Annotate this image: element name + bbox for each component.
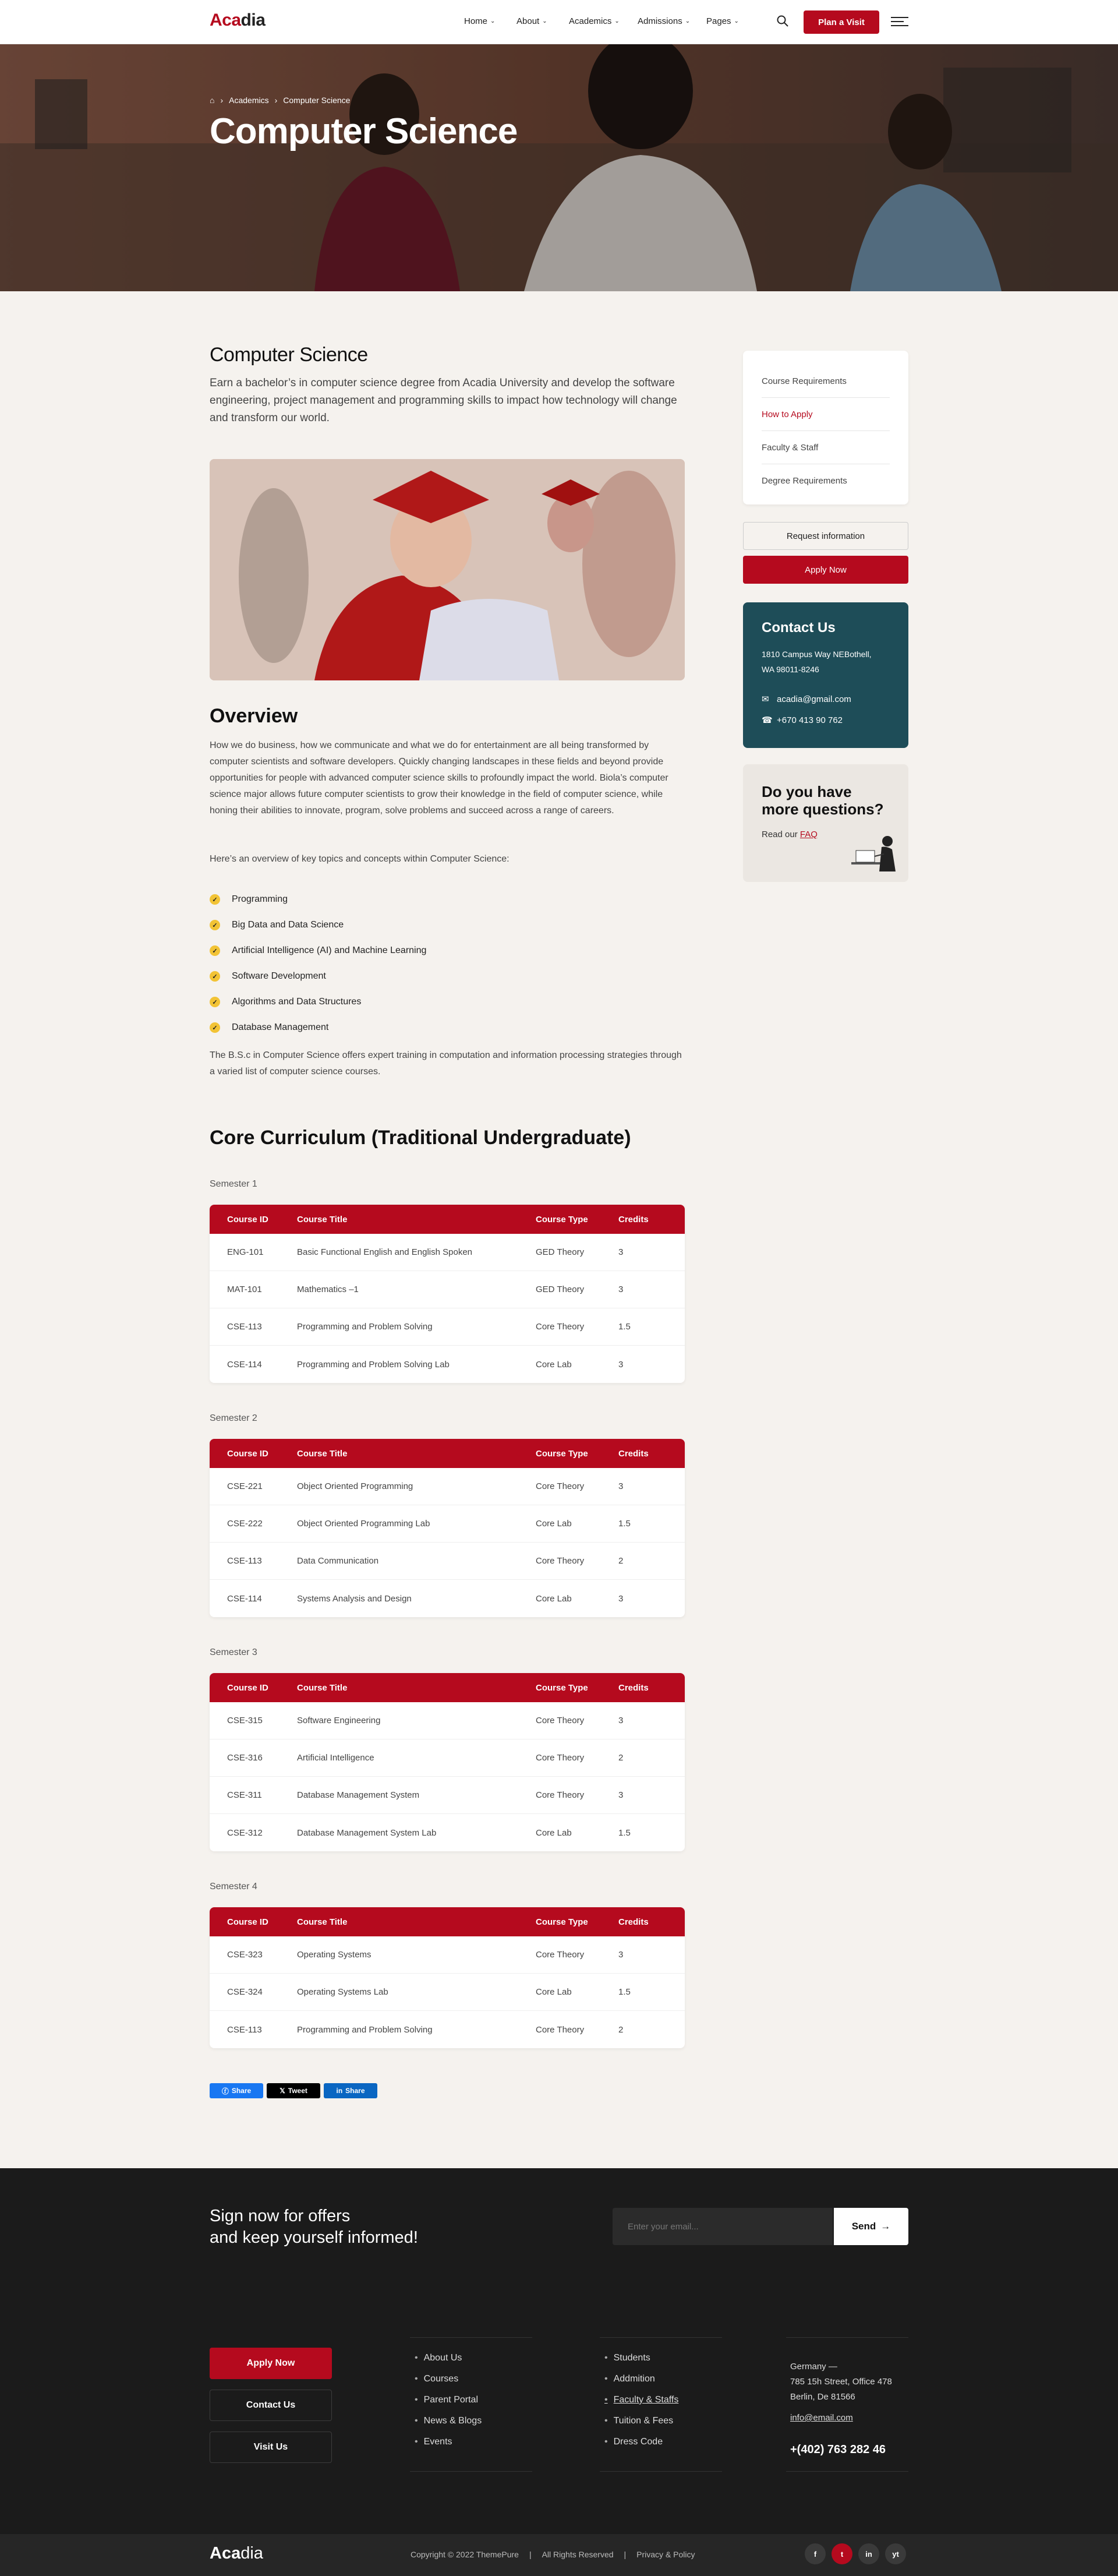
footer-link-faculty[interactable]: • Faculty & Staffs (604, 2390, 678, 2411)
footer-address: Germany — 785 15h Street, Office 478 Berlin, De 81566 (790, 2362, 892, 2402)
list-item: ✓ Software Development (210, 964, 426, 989)
semester-label: Semester 1 (210, 1179, 257, 1189)
twitter-icon[interactable]: t (832, 2543, 852, 2564)
list-item: ✓ Artificial Intelligence (AI) and Machine Learning (210, 938, 426, 964)
home-icon[interactable]: ⌂ (210, 96, 215, 105)
check-icon: ✓ (210, 997, 220, 1007)
footer-links-2 (604, 2348, 678, 2453)
faq-card (743, 764, 908, 882)
footer-link-tuition[interactable]: • Tuition & Fees (604, 2411, 678, 2432)
footer-link-parent-portal[interactable]: • Parent Portal (415, 2390, 482, 2411)
twitter-tweet-button[interactable]: 𝕏 Tweet (267, 2083, 320, 2098)
intro-title: Computer Science (210, 344, 368, 366)
newsletter-title: Sign now for offers and keep yourself informed! (210, 2207, 418, 2247)
check-icon: ✓ (210, 945, 220, 956)
faq-text: Read our FAQ (762, 830, 818, 839)
page-title: Computer Science (210, 111, 518, 151)
list-item: ✓ Programming (210, 887, 426, 912)
table-row: CSE-316 Artificial Intelligence Core Theory 2 (210, 1739, 685, 1777)
check-icon: ✓ (210, 1022, 220, 1033)
overview-title: Overview (210, 705, 298, 727)
intro-section (210, 344, 685, 427)
table-row: CSE-311 Database Management System Core Theory 3 (210, 1777, 685, 1814)
curriculum-title: Core Curriculum (Traditional Undergraduate) (210, 1127, 631, 1149)
phone-icon: ☎ (762, 715, 773, 725)
youtube-icon[interactable]: yt (885, 2543, 906, 2564)
overview-closing: The B.S.c in Computer Science offers expert training in computation and information processing strategies through a varied list of computer science courses. (210, 1050, 682, 1077)
semester-table (210, 1205, 685, 1383)
chevron-down-icon: ⌄ (685, 18, 691, 24)
footer-link-about[interactable]: • About Us (415, 2348, 482, 2369)
copyright: Copyright © 2022 ThemePure | All Rights Reserved | Privacy & Policy (411, 2550, 695, 2559)
chevron-down-icon: ⌄ (734, 18, 739, 24)
facebook-share-button[interactable]: ⓕ Share (210, 2083, 263, 2098)
linkedin-icon: in (336, 2087, 343, 2095)
table-header: Course ID Course Title Course Type Credits (210, 1205, 685, 1234)
faq-link[interactable]: FAQ (799, 830, 818, 839)
newsletter-email-input[interactable] (613, 2208, 833, 2245)
table-row: CSE-113 Programming and Problem Solving Core Theory 1.5 (210, 1308, 685, 1346)
table-header: Course ID Course Title Course Type Credits (210, 1673, 685, 1702)
table-row: CSE-315 Software Engineering Core Theory 3 (210, 1702, 685, 1739)
contact-phone[interactable]: ☎ +670 413 90 762 (762, 715, 843, 725)
menu-icon[interactable] (891, 17, 908, 27)
table-header: Course ID Course Title Course Type Credits (210, 1439, 685, 1468)
sidebar-item-degree-requirements[interactable]: Degree Requirements (762, 476, 847, 486)
topics-list (210, 887, 426, 1040)
request-information-button[interactable]: Request information (743, 522, 908, 550)
table-row: CSE-221 Object Oriented Programming Core Theory 3 (210, 1468, 685, 1505)
footer-contact-button[interactable]: Contact Us (210, 2390, 332, 2421)
logo[interactable]: Acadia (210, 10, 266, 30)
table-header: Course ID Course Title Course Type Credits (210, 1907, 685, 1936)
apply-now-button[interactable]: Apply Now (743, 556, 908, 584)
contact-email[interactable]: ✉ acadia@gmail.com (762, 694, 851, 704)
chevron-down-icon: ⌄ (614, 18, 620, 24)
footer-link-addmition[interactable]: • Addmition (604, 2369, 678, 2390)
graduation-image (210, 459, 685, 680)
main-nav (464, 16, 753, 26)
footer-email[interactable]: info@email.com (790, 2413, 853, 2423)
intro-lead: Earn a bachelor’s in computer science degree from Acadia University and develop the software engineering, project management and programming skills to impact how technology will change and transform our world. (210, 377, 677, 424)
semester-label: Semester 3 (210, 1647, 257, 1657)
table-row: CSE-114 Programming and Problem Solving Lab Core Lab 3 (227, 1359, 624, 1370)
footer-link-news[interactable]: • News & Blogs (415, 2411, 482, 2432)
chevron-down-icon: ⌄ (542, 18, 547, 24)
arrow-right-icon: → (880, 2221, 891, 2232)
semester-table (210, 1907, 685, 2048)
nav-admissions[interactable]: Admissions ⌄ (638, 16, 691, 26)
contact-address: 1810 Campus Way NEBothell, WA 98011-8246 (762, 650, 872, 674)
nav-academics[interactable]: Academics ⌄ (569, 16, 620, 26)
nav-pages[interactable]: Pages ⌄ (706, 16, 739, 26)
newsletter-send-button[interactable]: Send → (834, 2208, 908, 2245)
sidebar-item-faculty-staff[interactable]: Faculty & Staff (762, 431, 890, 464)
check-icon: ✓ (210, 971, 220, 982)
linkedin-icon[interactable]: in (858, 2543, 879, 2564)
semester-label: Semester 2 (210, 1413, 257, 1423)
contact-title: Contact Us (762, 620, 836, 636)
check-icon: ✓ (210, 920, 220, 930)
nav-about[interactable]: About ⌄ (516, 16, 547, 26)
x-icon: 𝕏 (280, 2087, 285, 2095)
sidebar-nav (743, 351, 908, 504)
check-icon: ✓ (210, 894, 220, 905)
mail-icon: ✉ (762, 694, 769, 704)
site-header (0, 0, 1118, 44)
hero-banner (0, 44, 1118, 291)
search-icon[interactable] (777, 15, 788, 27)
semester-table (210, 1439, 685, 1617)
breadcrumb: ⌂ › Academics › Computer Science (210, 96, 351, 105)
reading-illustration (845, 828, 901, 877)
footer-link-dress-code[interactable]: • Dress Code (604, 2432, 678, 2453)
footer-link-events[interactable]: • Events (415, 2432, 482, 2453)
list-item: ✓ Algorithms and Data Structures (210, 989, 426, 1015)
footer-phone[interactable]: +(402) 763 282 46 (790, 2443, 886, 2456)
plan-visit-button[interactable]: Plan a Visit (804, 10, 879, 34)
list-item: ✓ Big Data and Data Science (210, 912, 426, 938)
footer-visit-button[interactable]: Visit Us (210, 2432, 332, 2463)
table-row: MAT-101 Mathematics –1 GED Theory 3 (210, 1271, 685, 1308)
table-row: CSE-114 Systems Analysis and Design Core Lab 3 (227, 1593, 624, 1604)
table-row: CSE-323 Operating Systems Core Theory 3 (210, 1936, 685, 1974)
footer-apply-button[interactable]: Apply Now (210, 2348, 332, 2379)
contact-card (743, 602, 908, 748)
privacy-link[interactable]: Privacy & Policy (636, 2550, 695, 2559)
table-row: CSE-312 Database Management System Lab Core Lab 1.5 (227, 1827, 631, 1838)
faq-title: Do you have more questions? (762, 783, 884, 818)
facebook-icon[interactable]: f (805, 2543, 826, 2564)
list-item: ✓ Database Management (210, 1015, 426, 1040)
facebook-icon: ⓕ (221, 2087, 229, 2095)
sidebar-item-course-requirements[interactable]: Course Requirements (762, 365, 890, 398)
hero-image (0, 44, 1118, 291)
semester-table (210, 1673, 685, 1851)
chevron-down-icon: ⌄ (490, 18, 496, 24)
linkedin-share-button[interactable]: in Share (324, 2083, 377, 2098)
breadcrumb-academics[interactable]: Academics (229, 96, 269, 105)
nav-home[interactable]: Home ⌄ (464, 16, 496, 26)
footer (0, 2305, 1118, 2534)
footer-links-1 (415, 2348, 482, 2453)
sidebar-item-how-to-apply[interactable]: How to Apply (762, 398, 890, 431)
table-row: CSE-113 Data Communication Core Theory 2 (210, 1543, 685, 1580)
footer-link-students[interactable]: • Students (604, 2348, 678, 2369)
overview-text: How we do business, how we communicate and what we do for entertainment are all being transformed by computer scientists and software developers. Quickly changing landscapes in these fields and beyond provide opportunities for people with advanced computer science skills to profoundly impact the world. Biola’s computer science major allows future computer scientists to grow their knowledge in the field of computer science, while honing their abilities to innovate, program, solve problems and succeed across a range of careers. (210, 740, 668, 816)
footer-logo[interactable]: Acadia (210, 2544, 263, 2563)
semester-label: Semester 4 (210, 1882, 257, 1892)
table-row: CSE-222 Object Oriented Programming Lab Core Lab 1.5 (210, 1505, 685, 1543)
table-row: CSE-113 Programming and Problem Solving Core Theory 2 (227, 2024, 624, 2035)
table-row: CSE-324 Operating Systems Lab Core Lab 1.5 (210, 1974, 685, 2011)
overview-intro: Here’s an overview of key topics and concepts within Computer Science: (210, 854, 510, 864)
table-row: ENG-101 Basic Functional English and English Spoken GED Theory 3 (210, 1234, 685, 1271)
breadcrumb-current: Computer Science (283, 96, 351, 105)
footer-link-courses[interactable]: • Courses (415, 2369, 482, 2390)
